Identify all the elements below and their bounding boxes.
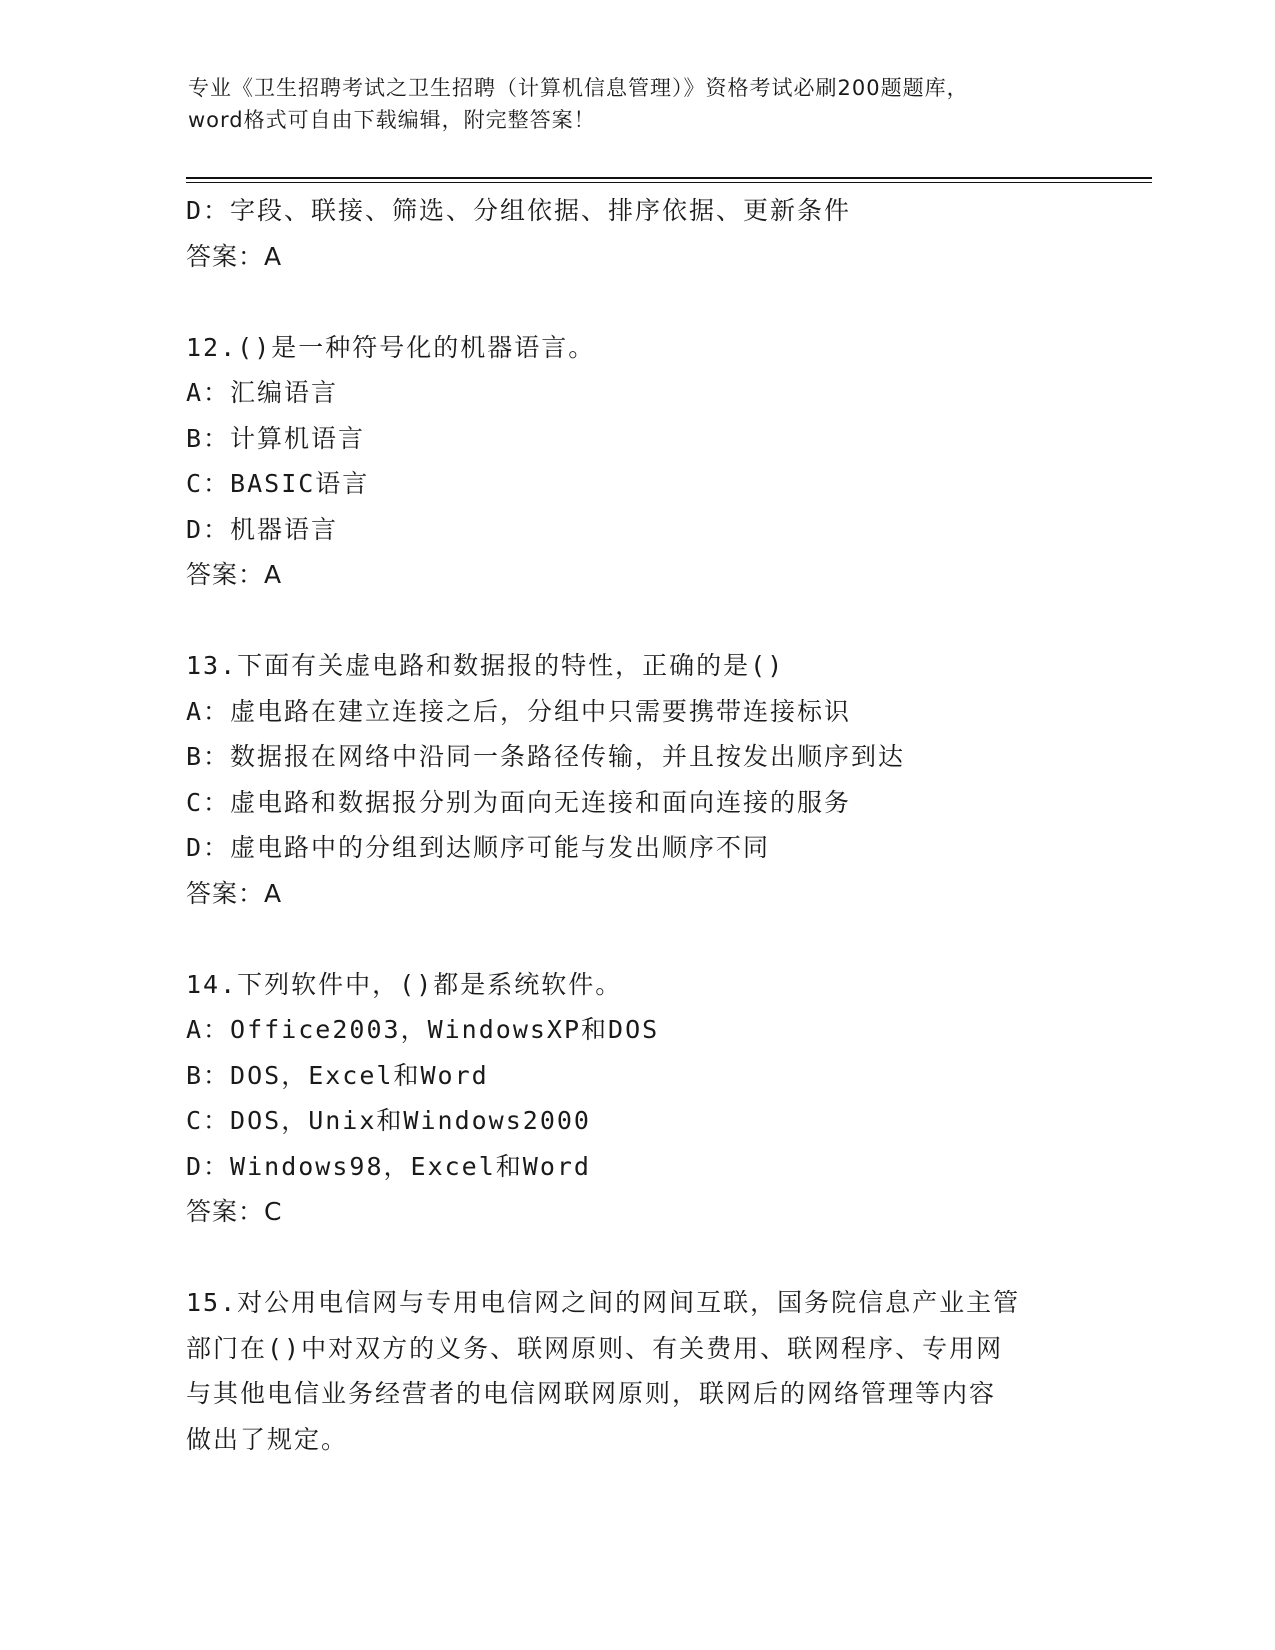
question-answer: 答案：A: [186, 878, 283, 908]
question-answer: 答案：A: [186, 241, 283, 271]
question-stem-line: 15.对公用电信网与专用电信网之间的网间互联，国务院信息产业主管: [186, 1288, 1021, 1317]
question-11-fragment: [186, 188, 1086, 279]
question-option: D：Windows98，Excel和Word: [186, 1151, 591, 1181]
question-option: C：虚电路和数据报分别为面向无连接和面向连接的服务: [186, 787, 852, 817]
question-option: A：虚电路在建立连接之后，分组中只需要携带连接标识: [186, 696, 852, 726]
question-stem-line: 与其他电信业务经营者的电信网联网原则，联网后的网络管理等内容: [186, 1379, 997, 1408]
question-option: A：汇编语言: [186, 378, 339, 407]
question-stem: 14.下列软件中，()都是系统软件。: [186, 969, 623, 999]
question-stem-line: 部门在()中对双方的义务、联网原则、有关费用、联网程序、专用网: [186, 1333, 1004, 1363]
question-answer: 答案：C: [186, 1197, 283, 1226]
question-15: [186, 1280, 1086, 1462]
question-13: [186, 643, 1086, 916]
header-divider-thin: [186, 182, 1152, 183]
question-option: B：计算机语言: [186, 423, 366, 453]
question-answer: 答案：A: [186, 560, 283, 589]
header-title-line-1: 专业《卫生招聘考试之卫生招聘（计算机信息管理）》资格考试必刷200题题库，: [188, 76, 969, 100]
question-stem: 12.()是一种符号化的机器语言。: [186, 332, 596, 362]
question-option: C：DOS，Unix和Windows2000: [186, 1106, 591, 1135]
question-option: B：数据报在网络中沿同一条路径传输，并且按发出顺序到达: [186, 742, 906, 771]
question-option: A：Office2003，WindowsXP和DOS: [186, 1015, 660, 1044]
question-14: [186, 962, 1086, 1235]
question-option: D：机器语言: [186, 514, 339, 544]
document-header: [188, 72, 1088, 136]
header-title-line-2: word格式可自由下载编辑，附完整答案！: [188, 108, 596, 132]
question-content: [186, 188, 1086, 1462]
question-option: D：字段、联接、筛选、分组依据、排序依据、更新条件: [186, 196, 852, 225]
header-divider-thick: [186, 177, 1152, 179]
question-stem-line: 做出了规定。: [186, 1424, 349, 1454]
question-option: B：DOS，Excel和Word: [186, 1060, 489, 1090]
question-option: C：BASIC语言: [186, 469, 370, 498]
question-12: [186, 325, 1086, 598]
question-stem: 13.下面有关虚电路和数据报的特性，正确的是(): [186, 651, 785, 680]
question-option: D：虚电路中的分组到达顺序可能与发出顺序不同: [186, 833, 771, 862]
